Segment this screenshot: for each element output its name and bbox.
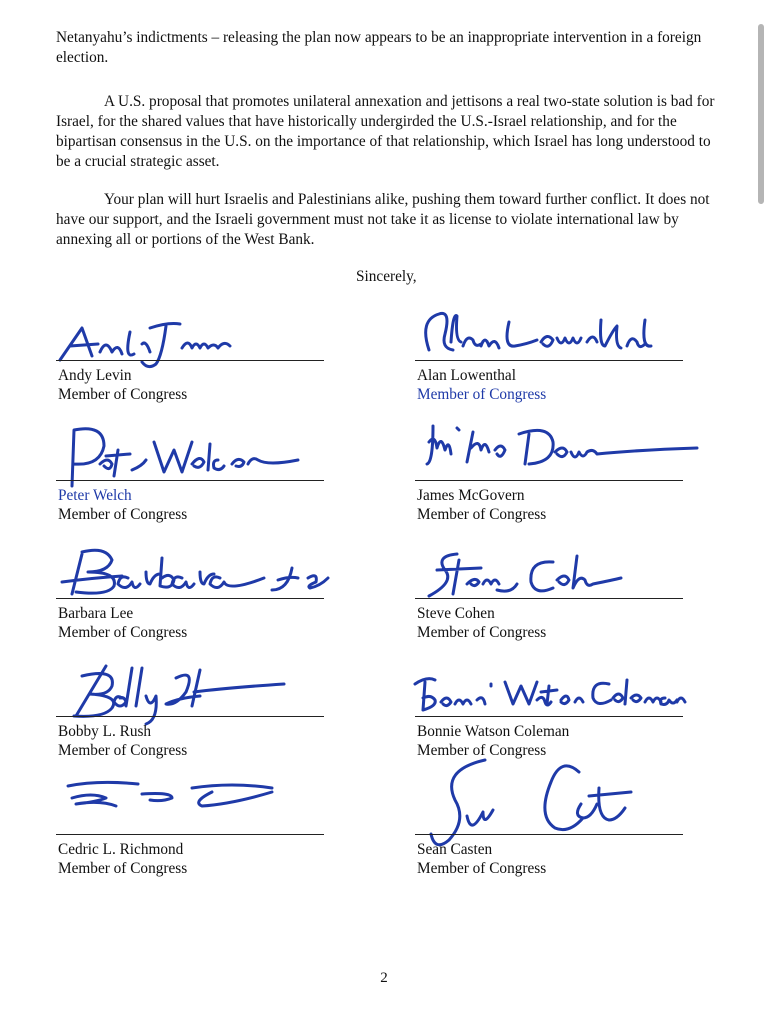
signatory-title: Member of Congress — [58, 742, 188, 759]
signatory-name: Bonnie Watson Coleman — [417, 723, 570, 740]
signatory-title: Member of Congress — [58, 386, 188, 403]
signatory-title: Member of Congress — [417, 860, 547, 877]
signatory-title: Member of Congress — [417, 506, 547, 523]
handwritten-signature — [401, 414, 701, 484]
signatory-name: Bobby L. Rush — [58, 723, 152, 740]
signatory-name: Andy Levin — [58, 367, 132, 384]
handwritten-signature — [401, 658, 701, 728]
paragraph-2: A U.S. proposal that promotes unilateral annexation and jettisons a real two-state solution is bad for Israel, for the shared values that have historically undergirded the U.S.-Israel relationship, and for the bipartisan consensus in the U.S. on the importance of that relationship, which Israel has long understood to be a crucial strategic asset. — [56, 93, 715, 170]
signatory-name: Barbara Lee — [58, 605, 134, 622]
signatory-name: Steve Cohen — [417, 605, 495, 622]
signatory-name: James McGovern — [417, 487, 525, 504]
signatory-name: Peter Welch — [58, 487, 132, 504]
scrollbar[interactable] — [758, 24, 764, 204]
signatory-name: Alan Lowenthal — [417, 367, 516, 384]
signatory-name: Cedric L. Richmond — [58, 841, 184, 858]
page-number: 2 — [380, 970, 388, 986]
handwritten-signature — [401, 752, 701, 852]
signatory-title: Member of Congress — [58, 624, 188, 641]
paragraph-1: Netanyahu’s indictments – releasing the plan now appears to be an inappropriate intervention in a foreign election. — [56, 29, 702, 66]
signatory-title: Member of Congress — [417, 386, 547, 403]
handwritten-signature — [401, 540, 701, 610]
paragraph-3: Your plan will hurt Israelis and Palestinians alike, pushing them toward further conflict. It does not have our support, and the Israeli government must not take it as license to violate international law by annexing all or portions of the West Bank. — [56, 191, 710, 248]
signatory-title: Member of Congress — [417, 742, 547, 759]
signatory-title: Member of Congress — [58, 506, 188, 523]
handwritten-signature — [401, 302, 701, 372]
signatory-title: Member of Congress — [58, 860, 188, 877]
signatory-name: Sean Casten — [417, 841, 493, 858]
closing: Sincerely, — [356, 268, 417, 285]
signatory-title: Member of Congress — [417, 624, 547, 641]
